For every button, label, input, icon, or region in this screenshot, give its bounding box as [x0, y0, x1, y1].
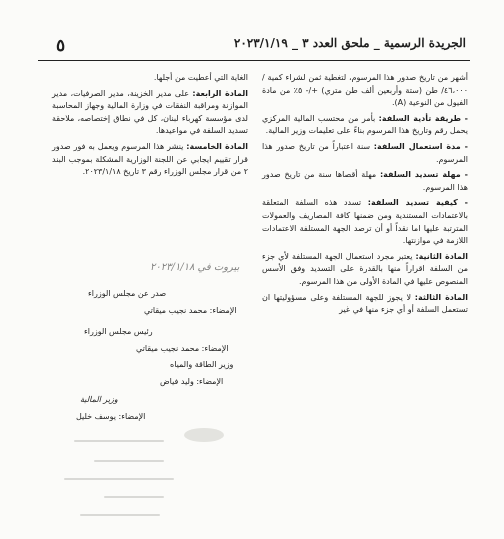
paragraph-body: تسدد هذه السلفة المتعلقة بالاعتمادات المستندية ومن ضمنها كافة المصاريف والعمولات المترتبة عليها اما نقداً أو أن ترصد الجهة المستلفة الاعتمادات اللازمة في موازنتها. — [262, 198, 468, 246]
paragraph-heading: - مهلة تسديد السلفة: — [379, 170, 468, 180]
article-heading: المادة الرابعة: — [192, 88, 249, 98]
continued-text: الغاية التي أعطيت من أجلها. — [153, 73, 248, 82]
gazette-header-title: الجريدة الرسمية _ ملحق العدد ٣ _ ٢٠٢٣/١/١٩ — [233, 36, 466, 50]
article-heading: المادة الخامسة: — [186, 141, 249, 151]
signature-line-4: الإمضاء: يوسف خليل — [76, 412, 146, 421]
paragraph-repayment-period — [262, 169, 468, 194]
paragraph-heading: - كيفية تسديد السلفة: — [367, 198, 469, 208]
article-three — [262, 292, 468, 317]
signature-line-2: الإمضاء: محمد نجيب ميقاتي — [136, 344, 229, 353]
energy-minister-title: وزير الطاقة والمياه — [170, 360, 234, 369]
paragraph-body: بأمر من محتسب المالية المركزي يحمل رقم وتاريخ هذا المرسوم بناءً على تعليمات وزير المالية. — [262, 113, 468, 136]
article-five — [52, 141, 248, 179]
header-divider — [38, 60, 470, 61]
paragraph-usage-period — [262, 141, 468, 166]
paragraph-heading: - مدة استعمال السلفة: — [373, 141, 468, 151]
paragraph-heading: - طريقة تأدية السلفة: — [378, 113, 468, 123]
article-four — [52, 88, 248, 138]
signature-line-1: الإمضاء: محمد نجيب ميقاتي — [144, 306, 237, 315]
paragraph-payment-method — [262, 113, 468, 138]
article-heading: المادة الثالثة: — [414, 292, 469, 302]
article-two — [262, 251, 468, 289]
issued-by: صدر عن مجلس الوزراء — [88, 289, 167, 298]
prime-minister-title: رئيس مجلس الوزراء — [84, 327, 153, 336]
place-date: بيروت في ٢٠٢٣/١/١٨ — [150, 262, 240, 273]
right-column — [262, 72, 468, 320]
intro-paragraph: أشهر من تاريخ صدور هذا المرسوم، لتغطية ثمن لشراء كمية /٤٦،٠٠٠/ طن (ستة وأربعين ألف طن متري) +/- ٥٪ من مادة الفيول من النوعية (A). — [262, 73, 468, 108]
article-body: يعتبر مجرد استعمال الجهة المستلفة لأي جزء من السلفة اقراراً منها بالقدرة على التسديد وفق الأسس المنصوص عليها في المادة الأولى من هذا المرسوم. — [262, 251, 468, 286]
article-body: ينشر هذا المرسوم ويعمل به فور صدور قرار تقييم ايجابي عن اللجنة الوزارية المشكلة بموجب البند ٢ من قرار مجلس الوزراء رقم ٣ تاريخ ٢٠٢٣/١/١٨. — [52, 141, 248, 177]
paragraph-body: سنة اعتباراً من تاريخ صدور هذا المرسوم. — [262, 141, 468, 164]
left-column — [52, 72, 248, 182]
signature-line-3: الإمضاء: وليد فياض — [160, 377, 224, 386]
finance-minister-title: وزير المالية — [80, 395, 118, 404]
faded-stamp-area — [44, 410, 254, 530]
page-number: ٥ — [56, 36, 66, 56]
paragraph-repayment-method — [262, 197, 468, 247]
article-heading: المادة الثانية: — [415, 251, 468, 261]
article-body: على مدير الخزينة، مدير الصرفيات، مدير الموازنة ومراقبة النفقات في وزارة المالية وجهاز المحاسبة لدى مؤسسة كهرباء لبنان، كل في نطاق إختصاصه، ملاحقة تسديد السلفة في مواعيدها. — [52, 88, 248, 136]
article-body: لا يجوز للجهة المستلفة وعلى مسؤوليتها ان تستعمل السلفة أو أي جزء منها في غير — [262, 292, 468, 315]
paragraph-body: مهلة أقصاها سنة من تاريخ صدور هذا المرسوم. — [262, 170, 468, 192]
